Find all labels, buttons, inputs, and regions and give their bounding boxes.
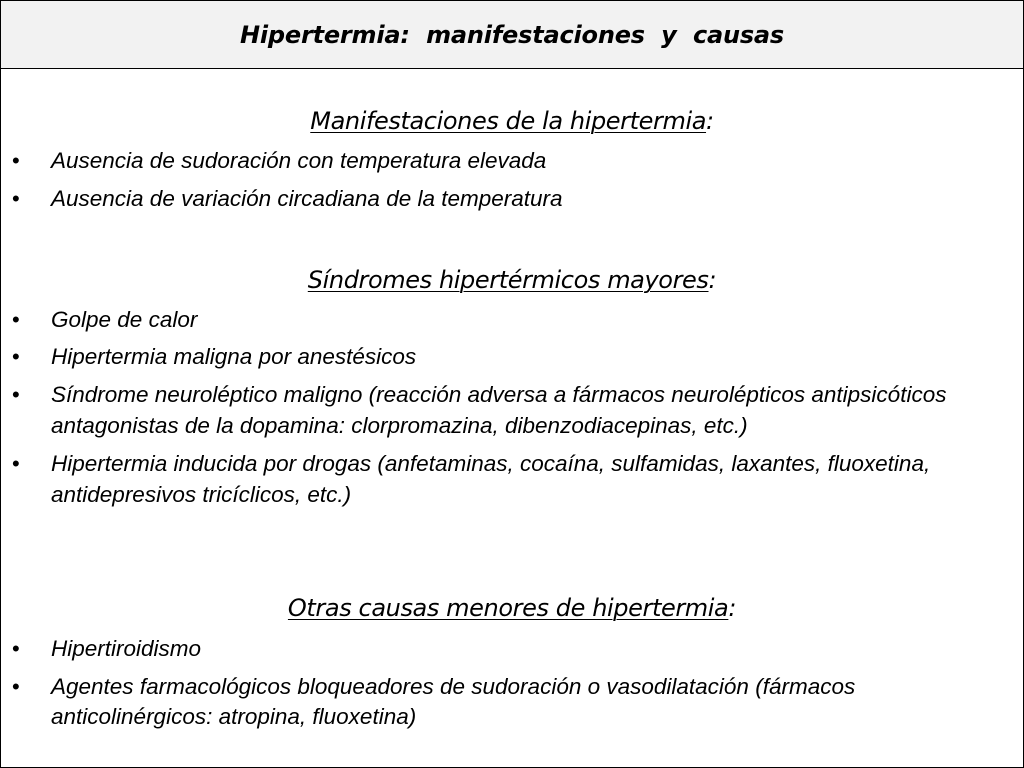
section-heading-sindromes: [1, 265, 1023, 295]
section-heading-text: Otras causas menores de hipertermia: [287, 594, 729, 622]
list-item: [1, 305, 1023, 335]
bullet-icon: •: [12, 674, 20, 699]
list-item-text: Golpe de calor: [51, 307, 198, 332]
bullet-icon: •: [12, 148, 20, 173]
sindromes-list: [1, 305, 1023, 517]
list-item-text: Ausencia de variación circadiana de la temperatura: [51, 186, 563, 211]
section-heading-text: Síndromes hipertérmicos mayores: [307, 266, 709, 294]
bullet-icon: •: [12, 451, 20, 476]
section-heading-otras-causas: [1, 593, 1023, 623]
title-bar: [1, 1, 1023, 69]
list-item-text: Hipertiroidismo: [51, 636, 202, 661]
list-item-text: Hipertermia inducida por drogas (anfetaminas, cocaína, sulfamidas, laxantes, fluoxetina, antidepresivos tricíclicos, etc.): [51, 451, 931, 507]
otras-causas-list: [1, 634, 1023, 740]
bullet-icon: •: [12, 307, 20, 332]
section-heading-manifestaciones: [1, 106, 1023, 136]
list-item: [1, 184, 1023, 214]
list-item-text: Síndrome neuroléptico maligno (reacción adversa a fármacos neurolépticos antipsicóticos antagonistas de la dopamina: clorpromazina, dibenzodiacepinas, etc.): [51, 382, 947, 438]
section-heading-text: Manifestaciones de la hipertermia: [310, 107, 707, 135]
bullet-icon: •: [12, 186, 20, 211]
list-item: [1, 379, 1023, 441]
list-item: [1, 342, 1023, 372]
list-item: [1, 448, 1023, 510]
bullet-icon: •: [12, 382, 20, 407]
list-item: [1, 634, 1023, 664]
list-item-text: Hipertermia maligna por anestésicos: [51, 344, 417, 369]
list-item-text: Ausencia de sudoración con temperatura elevada: [51, 148, 547, 173]
bullet-icon: •: [12, 636, 20, 661]
list-item: [1, 672, 1023, 732]
section-heading-colon: :: [728, 594, 737, 622]
manifestaciones-list: [1, 146, 1023, 222]
slide-title: Hipertermia: manifestaciones y causas: [239, 20, 785, 49]
section-heading-colon: :: [706, 107, 714, 135]
bullet-icon: •: [12, 344, 20, 369]
section-heading-colon: :: [708, 266, 717, 294]
list-item-text: Agentes farmacológicos bloqueadores de sudoración o vasodilatación (fármacos anticolinérgicos: atropina, fluoxetina): [51, 674, 856, 729]
list-item: [1, 146, 1023, 176]
slide-content: [1, 70, 1023, 767]
